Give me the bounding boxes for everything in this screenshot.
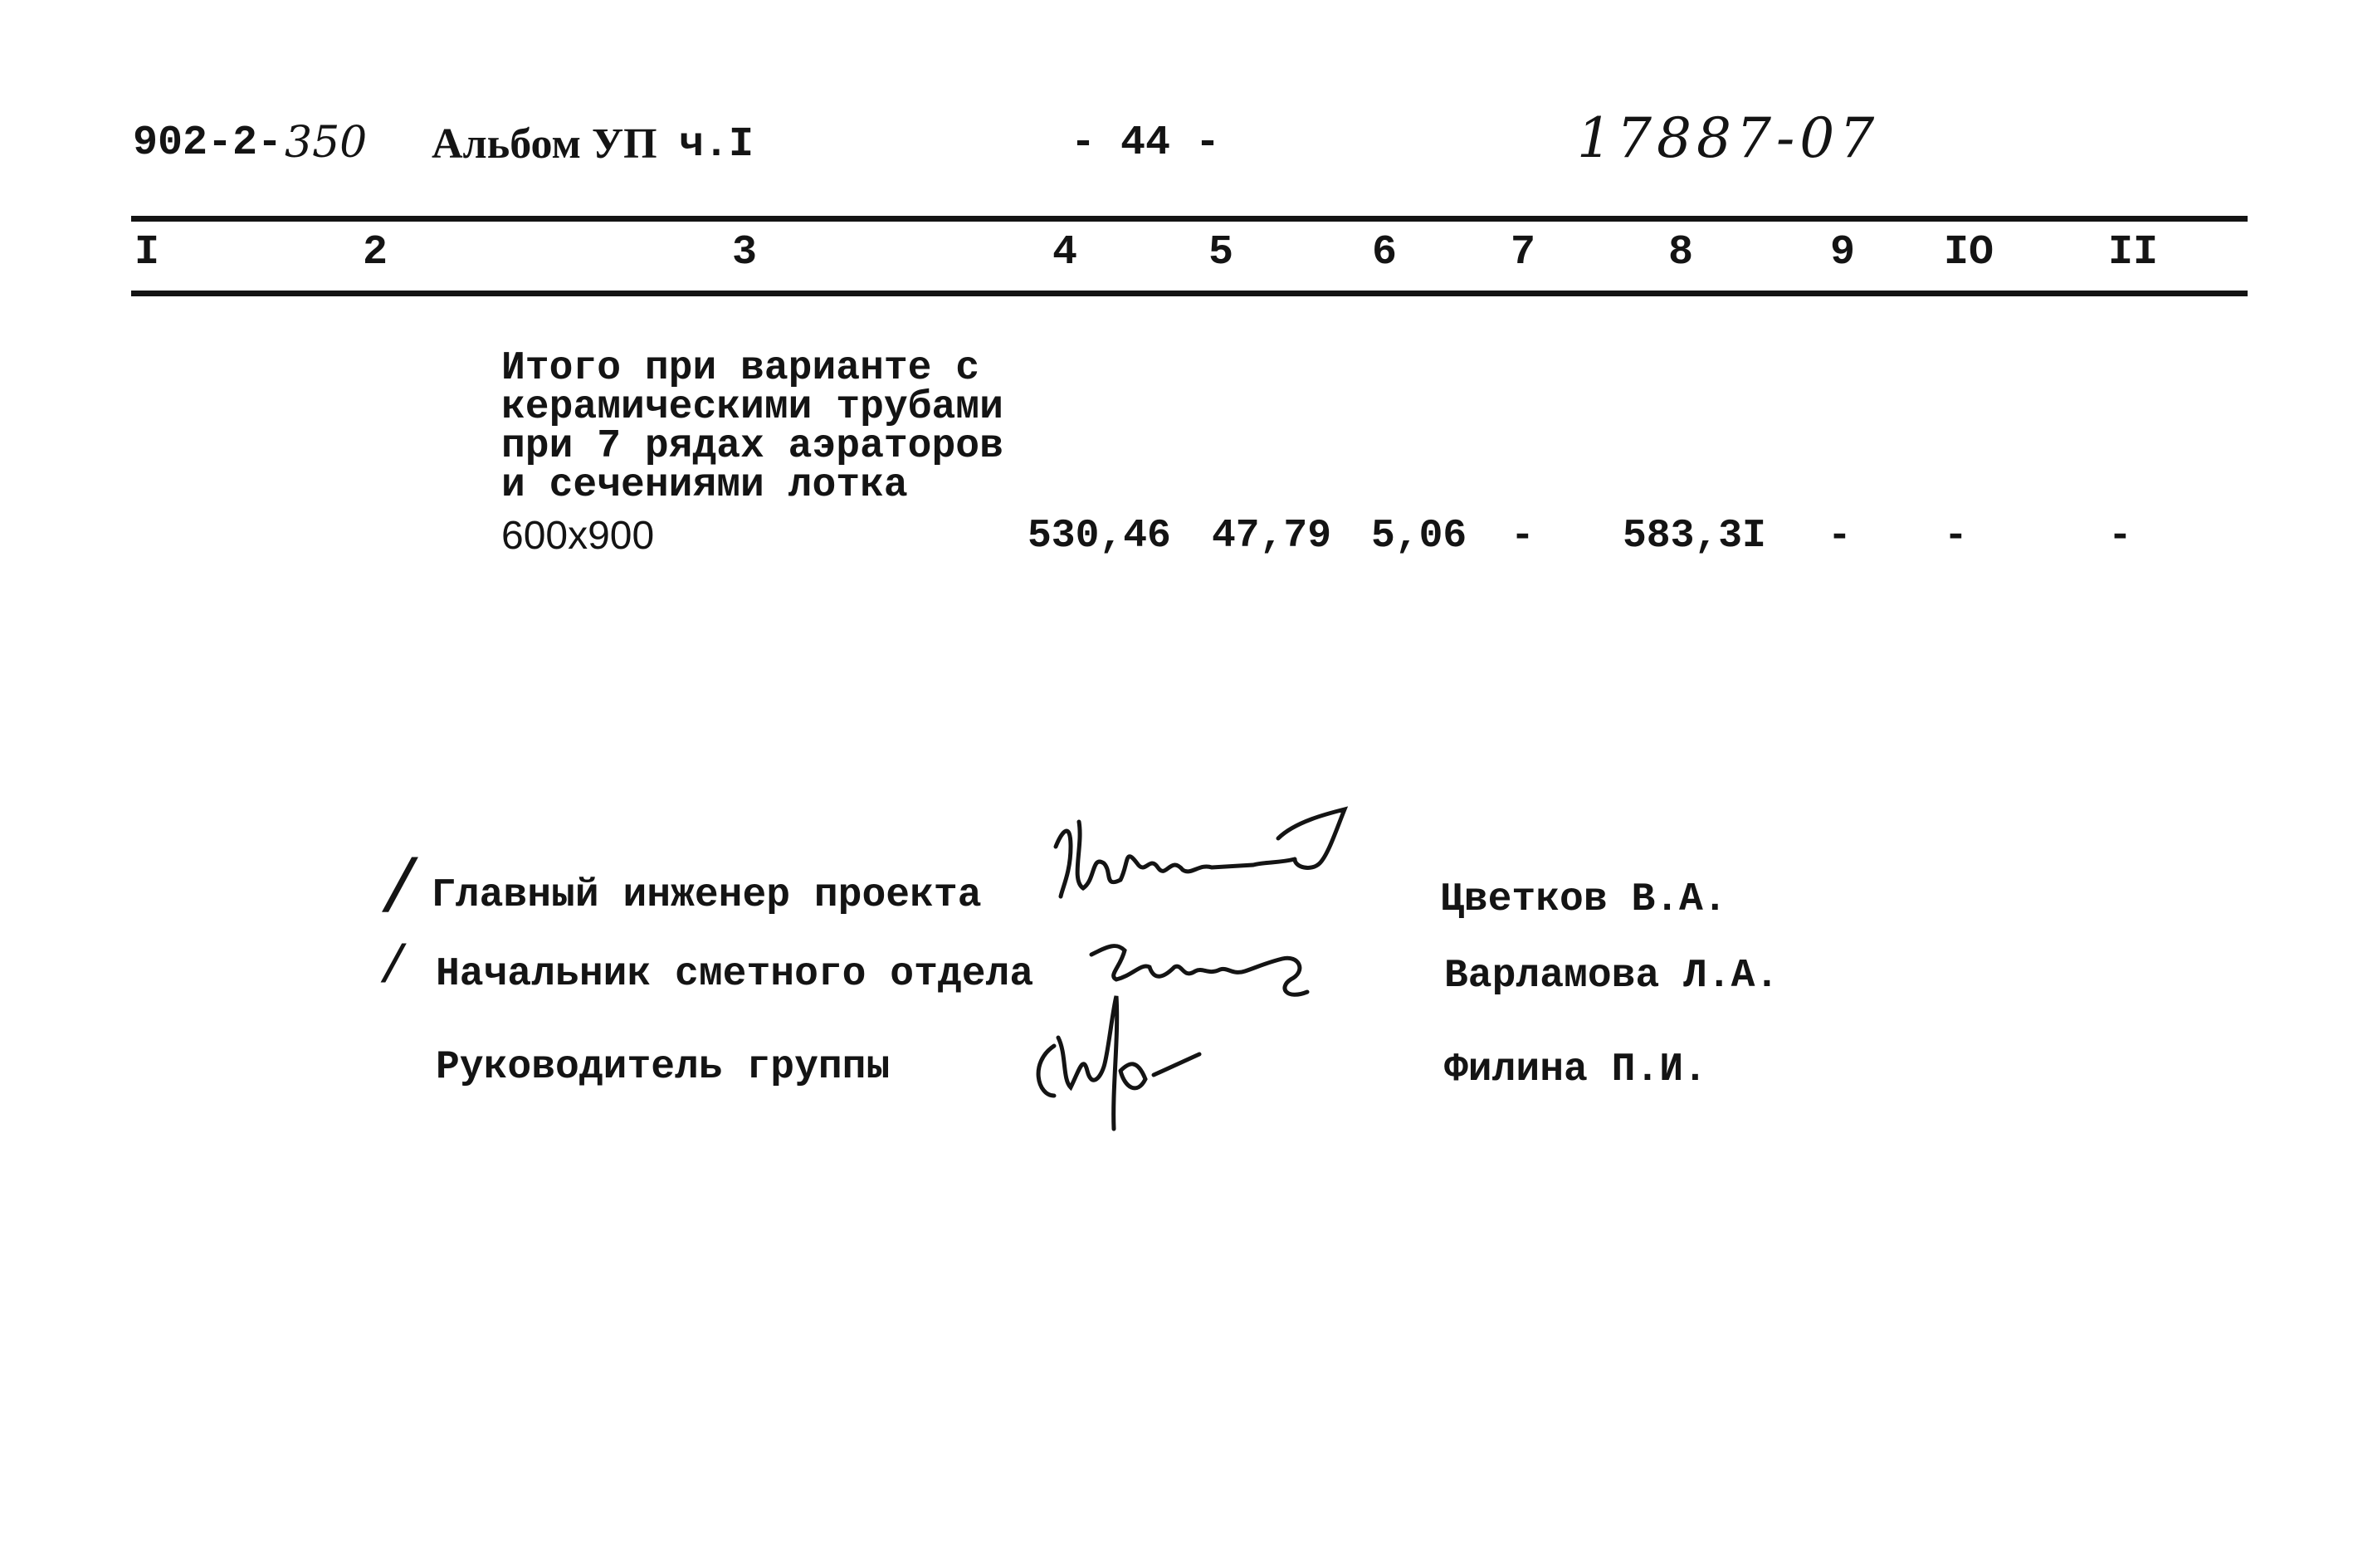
signatory-name: Филина П.И. <box>1444 1048 1707 1092</box>
signatory-name: Цветков В.А. <box>1440 877 1727 922</box>
table-header-bottom-rule <box>131 291 2248 296</box>
column-number: 5 <box>1208 229 1234 276</box>
column-number: 2 <box>363 229 388 276</box>
cell-col9: - <box>1828 514 1852 559</box>
signatory-name: Варламова Л.А. <box>1444 954 1779 999</box>
table-top-rule <box>131 216 2248 222</box>
cell-col11: - <box>2108 514 2132 559</box>
cell-col6: 5,06 <box>1371 514 1467 559</box>
row-size: 600х900 <box>501 514 655 558</box>
signature-handwritten <box>1021 988 1220 1137</box>
row-description-line: при 7 рядах аэраторов <box>501 424 1003 469</box>
column-number: 6 <box>1372 229 1398 276</box>
row-description-line: керамическими трубами <box>501 385 1003 430</box>
row-description-line: и сечениями лотка <box>501 463 908 508</box>
row-description-line: Итого при варианте с <box>501 346 980 391</box>
album-part: ч.I <box>679 121 754 169</box>
signature-marker: / <box>378 939 410 999</box>
album-label: Альбом УП <box>432 120 657 168</box>
signature-handwritten <box>1046 797 1361 913</box>
column-number: 3 <box>732 229 758 276</box>
cell-col10: - <box>1944 514 1968 559</box>
column-number: 4 <box>1052 229 1078 276</box>
column-number: I <box>134 229 160 276</box>
signature-position: Руководитель группы <box>436 1045 891 1090</box>
signature-position: Главный инженер проекта <box>432 873 982 918</box>
signature-position: Начальник сметного отдела <box>436 952 1034 997</box>
column-number: 7 <box>1511 229 1536 276</box>
column-number: IO <box>1944 229 1994 276</box>
column-number: 8 <box>1668 229 1694 276</box>
project-code: 902-2- <box>133 120 283 167</box>
cell-col5: 47,79 <box>1212 514 1332 559</box>
column-number: II <box>2108 229 2159 276</box>
page-number: - 44 - <box>1071 120 1221 167</box>
cell-col7: - <box>1511 514 1535 559</box>
signature-marker: / <box>378 850 423 935</box>
document-number: 17887-07 <box>1577 106 1880 170</box>
cell-col4: 530,46 <box>1028 514 1171 559</box>
project-code-handwritten: 350 <box>285 118 368 168</box>
column-number: 9 <box>1830 229 1856 276</box>
cell-col8: 583,3I <box>1623 514 1766 559</box>
